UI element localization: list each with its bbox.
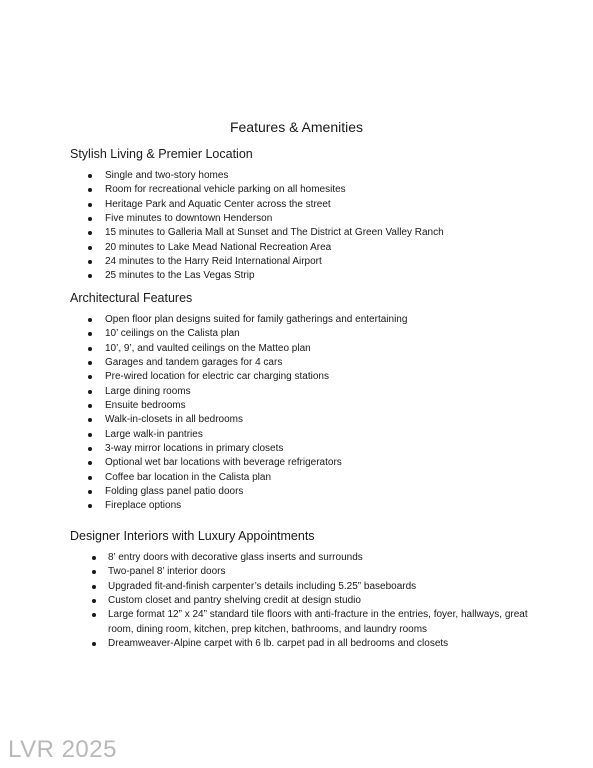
list-item: Ensuite bedrooms: [88, 399, 407, 413]
bullet-icon: [88, 361, 92, 365]
list-item: Fireplace options: [88, 499, 407, 513]
list-item: Folding glass panel patio doors: [88, 485, 407, 499]
list-item: 10’ ceilings on the Calista plan: [88, 327, 407, 341]
list-item: Open floor plan designs suited for family gatherings and entertaining: [88, 313, 407, 327]
bullet-icon: [88, 174, 92, 178]
bullet-icon: [88, 217, 92, 221]
bullet-icon: [88, 418, 92, 422]
list-item: Two-panel 8’ interior doors: [92, 565, 528, 579]
list-item: 15 minutes to Galleria Mall at Sunset and The District at Green Valley Ranch: [88, 226, 444, 240]
bullet-list-architectural: [88, 313, 407, 514]
bullet-icon: [92, 599, 96, 603]
bullet-icon: [92, 570, 96, 574]
watermark: LVR 2025: [8, 736, 117, 763]
bullet-icon: [88, 274, 92, 278]
list-item: Five minutes to downtown Henderson: [88, 212, 444, 226]
list-item: 3-way mirror locations in primary closets: [88, 442, 407, 456]
list-item: Room for recreational vehicle parking on all homesites: [88, 183, 444, 197]
bullet-icon: [88, 390, 92, 394]
list-item: Walk-in-closets in all bedrooms: [88, 413, 407, 427]
section-heading-stylish: Stylish Living & Premier Location: [70, 147, 253, 161]
bullet-icon: [88, 461, 92, 465]
list-item: 24 minutes to the Harry Reid International Airport: [88, 255, 444, 269]
list-item: Dreamweaver-Alpine carpet with 6 lb. carpet pad in all bedrooms and closets: [92, 637, 528, 651]
bullet-icon: [88, 490, 92, 494]
list-item: Large dining rooms: [88, 385, 407, 399]
section-heading-designer: Designer Interiors with Luxury Appointments: [70, 529, 315, 543]
list-item: 10’, 9’, and vaulted ceilings on the Matteo plan: [88, 342, 407, 356]
bullet-icon: [88, 246, 92, 250]
bullet-icon: [92, 585, 96, 589]
list-item: 25 minutes to the Las Vegas Strip: [88, 269, 444, 283]
list-item: Optional wet bar locations with beverage refrigerators: [88, 456, 407, 470]
bullet-list-stylish: [88, 169, 444, 284]
list-item: Heritage Park and Aquatic Center across the street: [88, 198, 444, 212]
bullet-icon: [88, 375, 92, 379]
bullet-icon: [92, 613, 96, 617]
bullet-icon: [88, 447, 92, 451]
list-item: 8’ entry doors with decorative glass inserts and surrounds: [92, 551, 528, 565]
bullet-list-designer: [92, 551, 528, 651]
list-item: 20 minutes to Lake Mead National Recreation Area: [88, 241, 444, 255]
bullet-icon: [92, 642, 96, 646]
bullet-icon: [88, 332, 92, 336]
bullet-icon: [88, 260, 92, 264]
list-item: Large walk-in pantries: [88, 428, 407, 442]
bullet-icon: [88, 203, 92, 207]
section-heading-architectural: Architectural Features: [70, 291, 193, 305]
list-item: Upgraded fit-and-finish carpenter’s details including 5.25” baseboards: [92, 580, 528, 594]
bullet-icon: [88, 404, 92, 408]
list-item: Single and two-story homes: [88, 169, 444, 183]
bullet-icon: [88, 231, 92, 235]
bullet-icon: [88, 476, 92, 480]
list-item: Coffee bar location in the Calista plan: [88, 471, 407, 485]
list-item: Large format 12” x 24” standard tile floors with anti-fracture in the entries, foyer, hallways, great room, dining room, kitchen, prep kitchen, bathrooms, and laundry rooms: [92, 608, 528, 637]
document-title: Features & Amenities: [229, 119, 364, 135]
bullet-icon: [92, 556, 96, 560]
bullet-icon: [88, 347, 92, 351]
bullet-icon: [88, 504, 92, 508]
list-item: Pre-wired location for electric car charging stations: [88, 370, 407, 384]
bullet-icon: [88, 433, 92, 437]
bullet-icon: [88, 188, 92, 192]
bullet-icon: [88, 318, 92, 322]
list-item: Garages and tandem garages for 4 cars: [88, 356, 407, 370]
list-item: Custom closet and pantry shelving credit at design studio: [92, 594, 528, 608]
